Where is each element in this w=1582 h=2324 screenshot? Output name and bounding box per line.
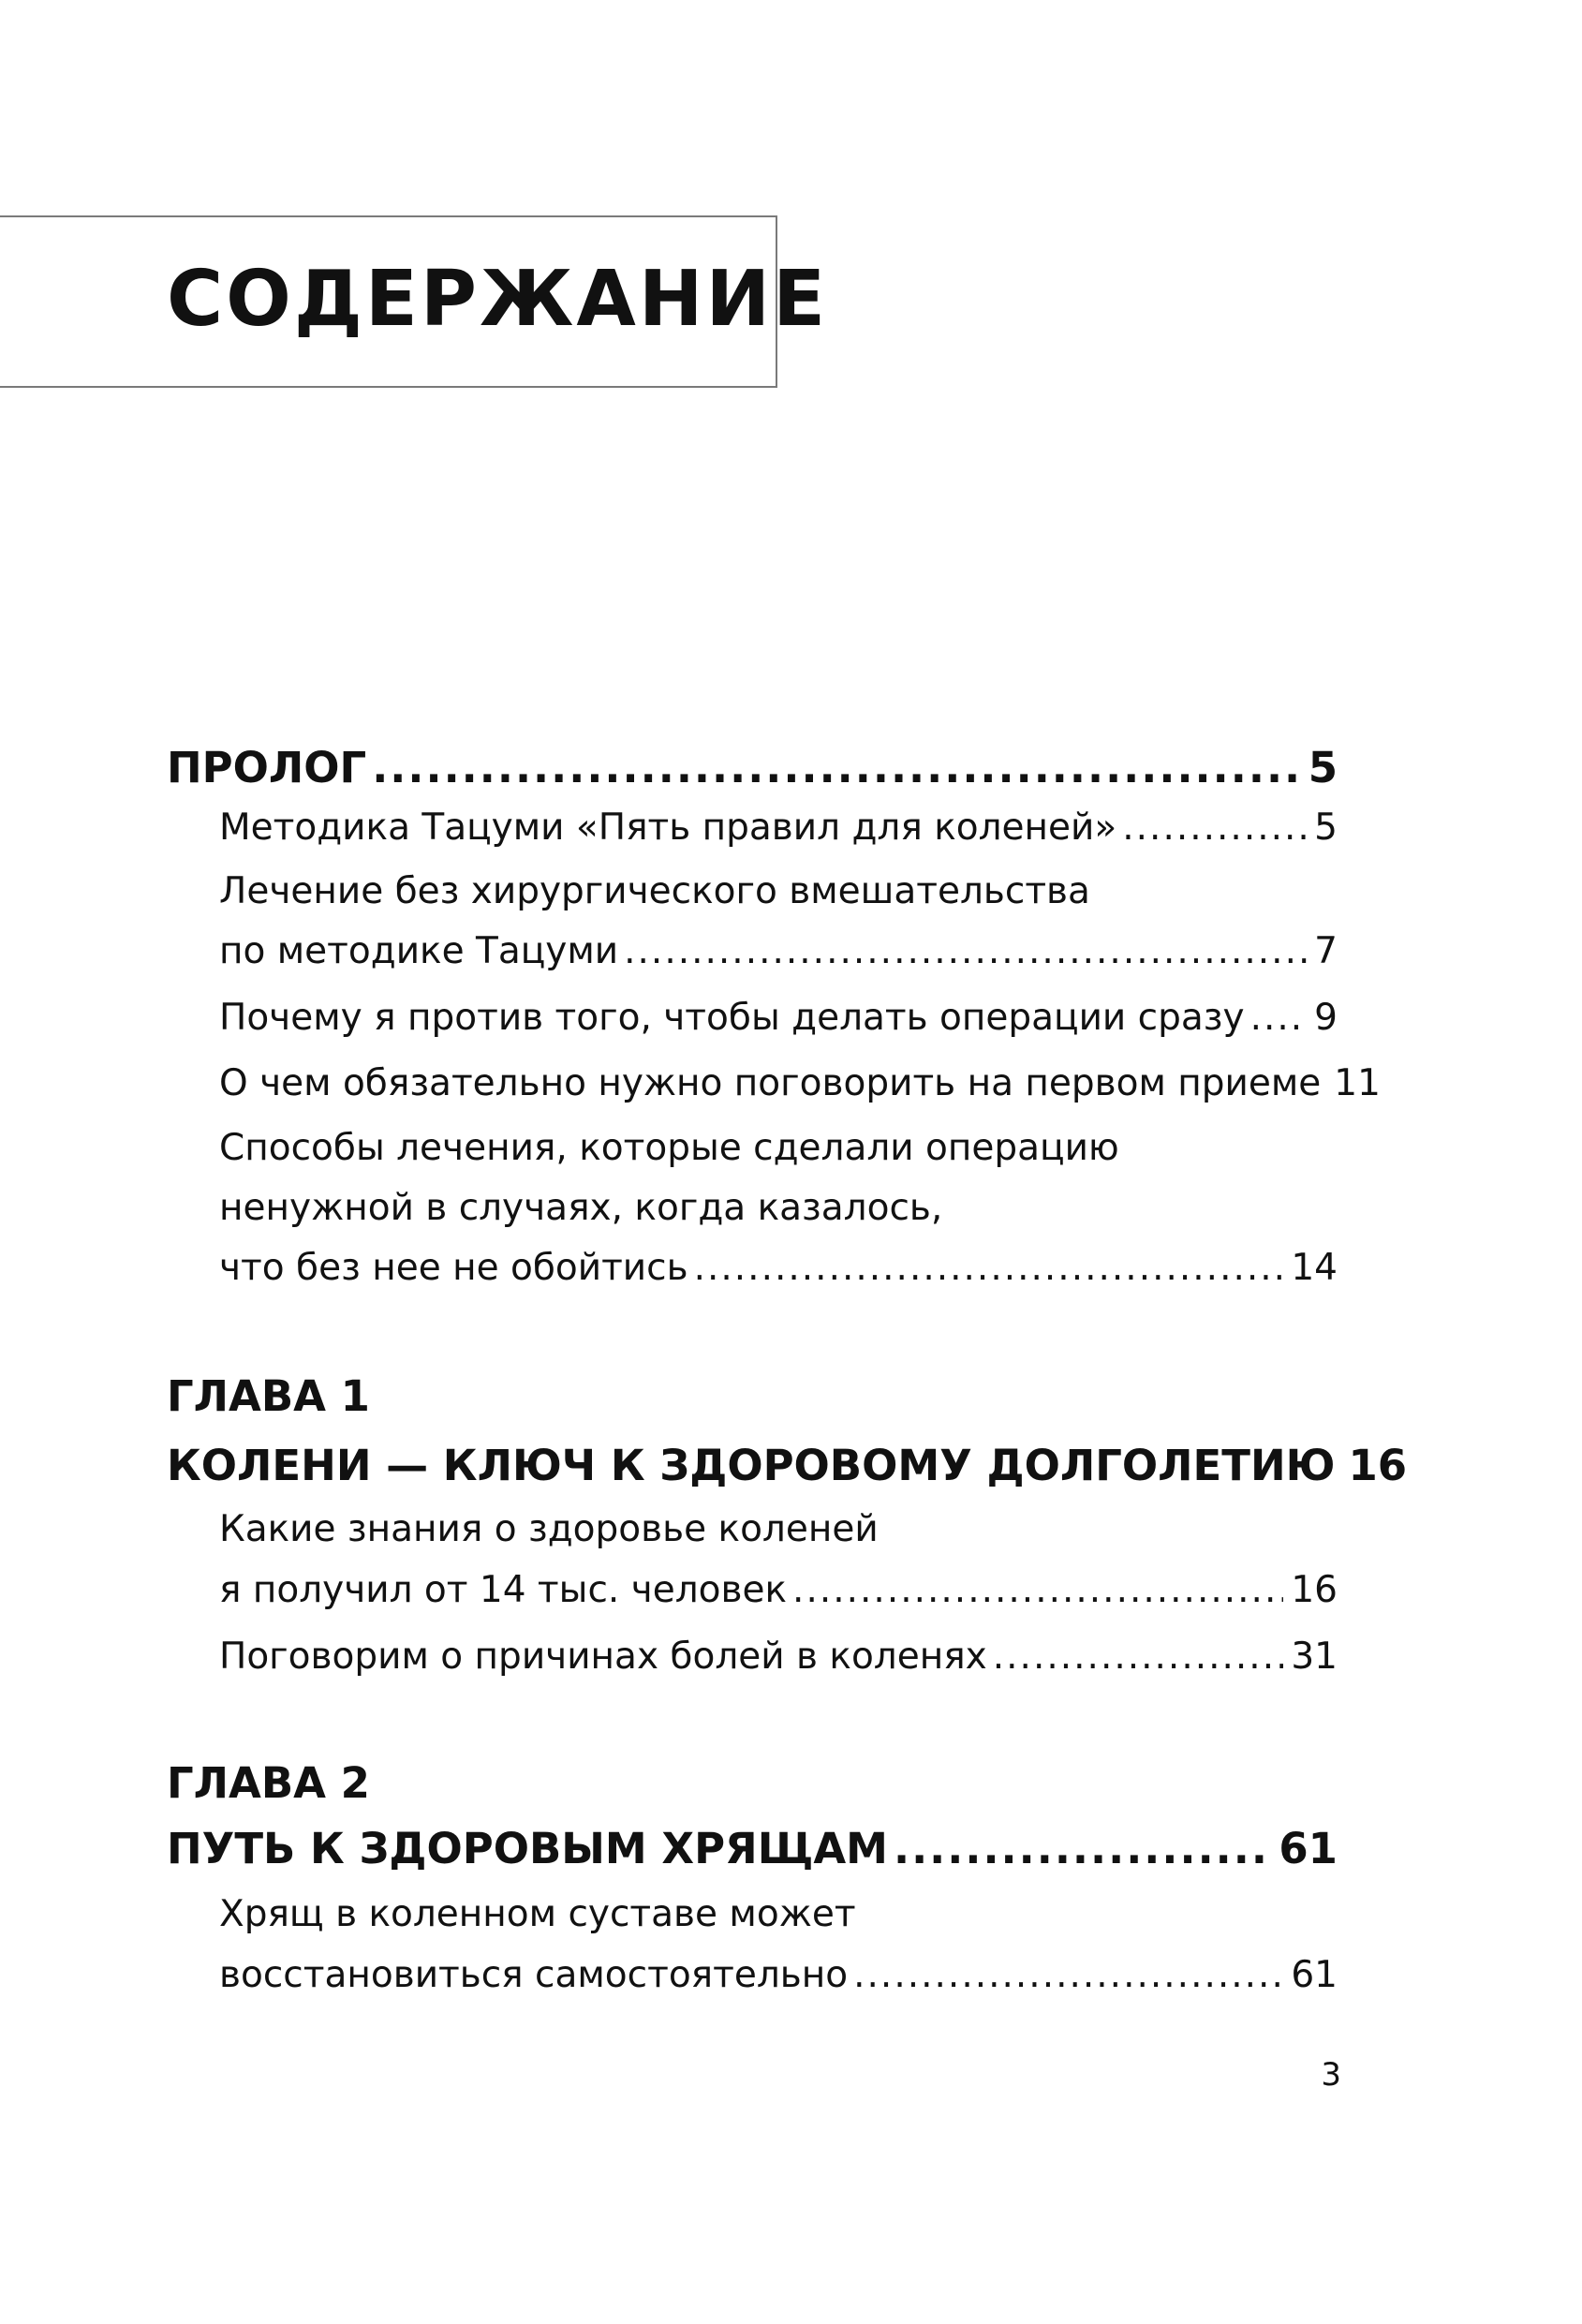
toc-page-number: 7 [1314,930,1338,972]
toc-page-number: 11 [1334,1062,1381,1104]
toc-item-text: по методике Тацуми [219,930,619,972]
toc-page-number: 9 [1314,997,1338,1039]
toc-item-text: я получил от 14 тыс. человек [219,1569,788,1611]
toc-entry-tatsumi-method[interactable] [219,802,1338,854]
toc-page-number: 14 [1291,1247,1338,1289]
toc-heading-text: ПРОЛОГ [167,743,367,792]
toc-page-number: 5 [1314,807,1338,849]
toc-page-number: 61 [1279,1824,1338,1873]
dot-leader [624,925,1307,978]
toc-chapter1-label[interactable] [167,1369,1338,1425]
dot-leader [1250,992,1308,1044]
toc-entry-knee-pain-causes[interactable] [219,1631,1338,1683]
dot-leader [894,1821,1271,1877]
toc-entry-cartilage[interactable] [219,1949,1338,2002]
toc-entry-nonsurgical[interactable] [219,925,1338,978]
toc-entry-knee-knowledge-line1[interactable] [219,1503,1338,1556]
dot-leader [993,1631,1284,1683]
toc-item-text: Лечение без хирургического вмешательства [219,870,1090,912]
toc-entry-chapter1[interactable] [167,1438,1408,1494]
toc-heading-text: КОЛЕНИ — КЛЮЧ К ЗДОРОВОМУ ДОЛГОЛЕТИЮ [167,1441,1336,1490]
toc-page-number: 61 [1291,1954,1338,1996]
toc-entry-treatment-methods-line1[interactable] [219,1122,1338,1175]
toc-page-number: 31 [1291,1636,1338,1678]
toc-entry-chapter2[interactable] [167,1821,1338,1877]
dot-leader [1122,802,1307,854]
toc-entry-knee-knowledge[interactable] [219,1564,1338,1617]
toc-item-text: что без нее не обойтись [219,1247,688,1289]
dot-leader [372,740,1300,796]
toc-page-number: 5 [1308,743,1338,792]
page-title: СОДЕРЖАНИЕ [167,255,829,344]
toc-item-text: О чем обязательно нужно поговорить на первом приеме [219,1062,1322,1104]
dot-leader [853,1949,1283,2002]
toc-page-number: 16 [1348,1441,1408,1490]
toc-entry-against-surgery[interactable] [219,992,1338,1044]
dot-leader [694,1242,1284,1295]
toc-item-text: Методика Тацуми «Пять правил для коленей» [219,807,1117,849]
toc-page-number: 16 [1291,1569,1338,1611]
toc-entry-prologue[interactable] [167,740,1338,796]
chapter-label: ГЛАВА 2 [167,1758,370,1808]
toc-entry-nonsurgical-line1[interactable] [219,866,1338,918]
toc-item-text: Почему я против того, чтобы делать операции сразу [219,997,1245,1039]
page-number: 3 [1321,2056,1341,2094]
toc-item-text: Какие знания о здоровье коленей [219,1508,879,1550]
toc-heading-text: ПУТЬ К ЗДОРОВЫМ ХРЯЩАМ [167,1824,888,1873]
toc-item-text: Способы лечения, которые сделали операцию [219,1127,1119,1169]
toc-chapter2-label[interactable] [167,1755,1338,1812]
dot-leader [792,1564,1283,1617]
toc-entry-cartilage-line1[interactable] [219,1888,1338,1941]
toc-entry-treatment-methods-line2[interactable] [219,1182,1338,1235]
toc-entry-treatment-methods[interactable] [219,1242,1338,1295]
toc-item-text: восстановиться самостоятельно [219,1954,849,1996]
chapter-label: ГЛАВА 1 [167,1371,370,1421]
toc-entry-first-appointment[interactable] [219,1058,1381,1110]
toc-item-text: Хрящ в коленном суставе может [219,1893,856,1935]
toc-item-text: Поговорим о причинах болей в коленях [219,1636,987,1678]
toc-item-text: ненужной в случаях, когда казалось, [219,1187,943,1229]
